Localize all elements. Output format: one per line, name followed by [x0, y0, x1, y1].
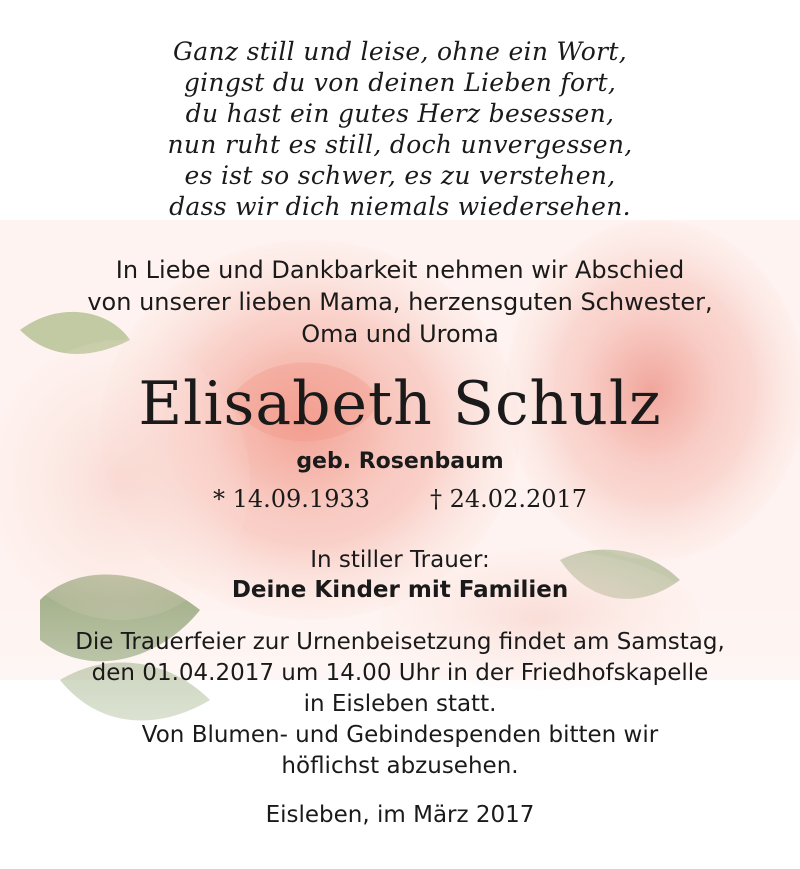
- intro-line: Oma und Uroma: [301, 320, 499, 348]
- intro-text: [0, 254, 800, 350]
- service-line: den 01.04.2017 um 14.00 Uhr in der Friedhofskapelle: [91, 660, 709, 686]
- deceased-name: Elisabeth Schulz: [138, 369, 662, 439]
- intro-line: In Liebe und Dankbarkeit nehmen wir Abschied: [115, 256, 685, 284]
- poem-line: dass wir dich niemals wiedersehen.: [169, 192, 631, 221]
- maiden-name: geb. Rosenbaum: [296, 449, 504, 474]
- poem: [0, 36, 800, 222]
- service-line: Die Trauerfeier zur Urnenbeisetzung findet am Samstag,: [75, 629, 725, 655]
- poem-line: Ganz still und leise, ohne ein Wort,: [173, 37, 627, 66]
- service-line: Von Blumen- und Gebindespenden bitten wir: [141, 722, 659, 748]
- poem-line: du hast ein gutes Herz besessen,: [185, 99, 615, 128]
- place-date: Eisleben, im März 2017: [265, 802, 535, 828]
- birth-date: * 14.09.1933: [212, 485, 370, 513]
- poem-line: nun ruht es still, doch unvergessen,: [167, 130, 633, 159]
- service-line: höflichst abzusehen.: [281, 753, 519, 779]
- poem-line: gingst du von deinen Lieben fort,: [183, 68, 617, 97]
- service-line: in Eisleben statt.: [303, 691, 497, 717]
- intro-line: von unserer lieben Mama, herzensguten Schwester,: [87, 288, 713, 316]
- poem-line: es ist so schwer, es zu verstehen,: [184, 161, 616, 190]
- death-date: † 24.02.2017: [430, 485, 588, 513]
- service-info: [0, 627, 800, 782]
- mourning-label: In stiller Trauer:: [310, 547, 490, 573]
- life-dates: [0, 484, 800, 514]
- mourners: Deine Kinder mit Familien: [231, 577, 569, 603]
